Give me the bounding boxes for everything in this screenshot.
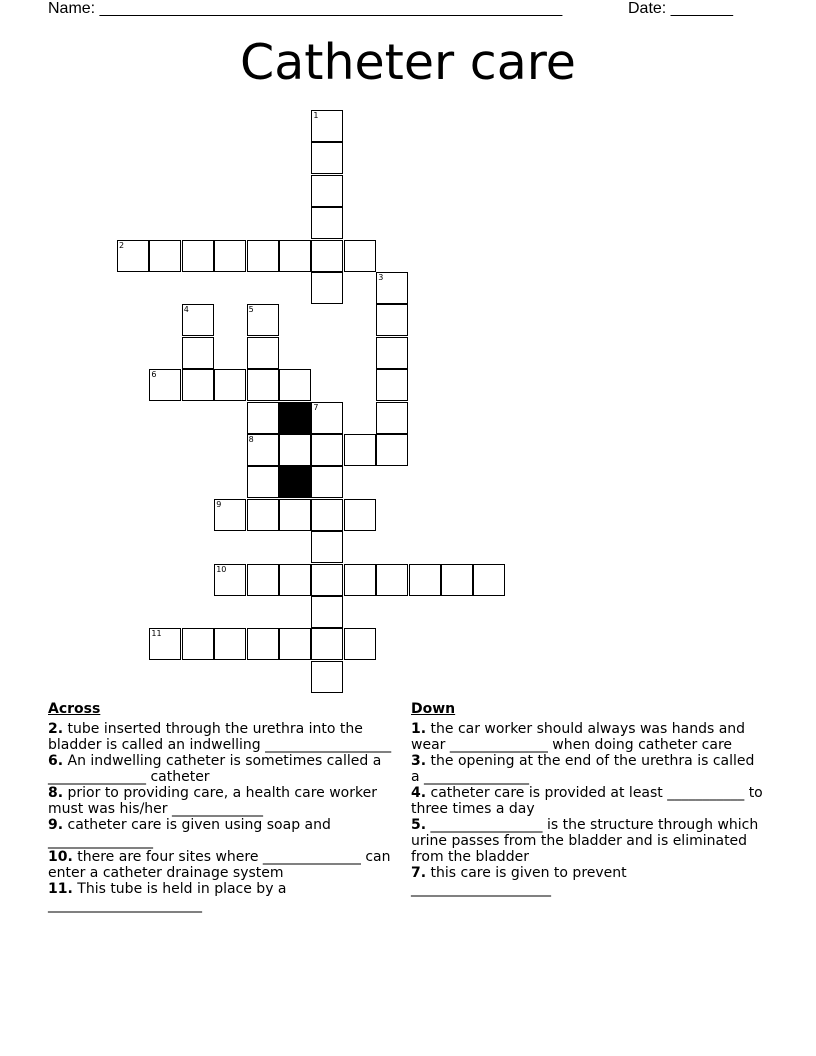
- down-clues: [411, 701, 766, 897]
- crossword-cell[interactable]: [311, 531, 343, 563]
- crossword-cell[interactable]: [247, 564, 279, 596]
- crossword-cell[interactable]: [279, 499, 311, 531]
- across-clue: [48, 849, 398, 881]
- crossword-cell[interactable]: [311, 434, 343, 466]
- crossword-cell[interactable]: [214, 369, 246, 401]
- crossword-cell[interactable]: [311, 596, 343, 628]
- clue-text: catheter care is given using soap and _______________: [48, 817, 331, 849]
- crossword-cell[interactable]: [182, 628, 214, 660]
- crossword-cell[interactable]: [441, 564, 473, 596]
- cell-number: 10: [216, 564, 227, 574]
- crossword-cell[interactable]: [344, 499, 376, 531]
- cell-number: 7: [313, 402, 319, 412]
- crossword-cell[interactable]: [344, 240, 376, 272]
- crossword-cell[interactable]: [311, 142, 343, 174]
- crossword-cell[interactable]: [214, 240, 246, 272]
- clue-number: 9.: [48, 817, 64, 833]
- crossword-cell[interactable]: [182, 240, 214, 272]
- page-title: Catheter care: [240, 34, 576, 91]
- down-clue: [411, 865, 766, 897]
- clue-number: 1.: [411, 721, 427, 737]
- across-heading: Across: [48, 701, 101, 717]
- crossword-cell[interactable]: [247, 337, 279, 369]
- cell-number: 9: [216, 499, 222, 509]
- crossword-cell[interactable]: [311, 207, 343, 239]
- cell-number: 6: [151, 370, 157, 380]
- cell-number: 11: [151, 629, 162, 639]
- crossword-cell[interactable]: [182, 337, 214, 369]
- crossword-cell[interactable]: [247, 434, 279, 466]
- down-clue: [411, 817, 766, 865]
- crossword-cell[interactable]: [311, 272, 343, 304]
- cell-number: 4: [183, 305, 189, 315]
- clue-text: this care is given to prevent ____________________: [411, 865, 627, 897]
- crossword-cell[interactable]: [311, 499, 343, 531]
- clue-number: 7.: [411, 865, 427, 881]
- clue-text: prior to providing care, a health care worker must was his/her _____________: [48, 785, 377, 817]
- crossword-black-cell: [279, 402, 311, 434]
- crossword-cell[interactable]: [311, 564, 343, 596]
- crossword-cell[interactable]: [149, 369, 181, 401]
- crossword-cell[interactable]: [149, 628, 181, 660]
- crossword-cell[interactable]: [376, 369, 408, 401]
- clue-text: the opening at the end of the urethra is called a _______________: [411, 753, 755, 785]
- clue-number: 10.: [48, 849, 73, 865]
- crossword-cell[interactable]: [279, 369, 311, 401]
- across-clue: [48, 721, 398, 753]
- clue-number: 11.: [48, 881, 73, 897]
- crossword-cell[interactable]: [311, 466, 343, 498]
- clue-number: 5.: [411, 817, 427, 833]
- crossword-cell[interactable]: [376, 272, 408, 304]
- crossword-cell[interactable]: [376, 434, 408, 466]
- crossword-cell[interactable]: [247, 369, 279, 401]
- crossword-cell[interactable]: [182, 304, 214, 336]
- crossword-cell[interactable]: [376, 337, 408, 369]
- crossword-cell[interactable]: [311, 110, 343, 142]
- cell-number: 1: [313, 111, 319, 120]
- clue-text: ________________ is the structure through which urine passes from the bladder and is eliminated from the bladder: [411, 817, 759, 865]
- crossword-cell[interactable]: [344, 434, 376, 466]
- cell-number: 2: [119, 240, 125, 250]
- cell-number: 5: [248, 305, 254, 315]
- clue-number: 6.: [48, 753, 64, 769]
- clue-number: 2.: [48, 721, 64, 737]
- clue-number: 3.: [411, 753, 427, 769]
- clue-number: 4.: [411, 785, 427, 801]
- crossword-cell[interactable]: [279, 434, 311, 466]
- crossword-cell[interactable]: [376, 564, 408, 596]
- clue-text: catheter care is provided at least ___________ to three times a day: [411, 785, 763, 817]
- down-heading: Down: [411, 701, 456, 717]
- crossword-cell[interactable]: [279, 564, 311, 596]
- down-clue: [411, 721, 766, 753]
- clue-text: tube inserted through the urethra into the bladder is called an indwelling __________________: [48, 721, 392, 753]
- cell-number: 3: [378, 273, 384, 282]
- crossword-cell[interactable]: [344, 628, 376, 660]
- crossword-cell[interactable]: [214, 564, 246, 596]
- crossword-cell[interactable]: [247, 499, 279, 531]
- crossword-black-cell: [279, 466, 311, 498]
- crossword-cell[interactable]: [376, 304, 408, 336]
- crossword-cell[interactable]: [149, 240, 181, 272]
- clue-text: This tube is held in place by a ______________________: [48, 881, 287, 913]
- clue-text: there are four sites where ______________ can enter a catheter drainage system: [48, 849, 391, 881]
- crossword-cell[interactable]: [247, 628, 279, 660]
- across-clue: [48, 881, 398, 913]
- across-clue: [48, 785, 398, 817]
- cell-number: 8: [248, 435, 254, 444]
- clue-text: the car worker should always was hands and wear ______________ when doing catheter care: [411, 721, 746, 753]
- crossword-cell[interactable]: [311, 175, 343, 207]
- crossword-cell[interactable]: [279, 628, 311, 660]
- crossword-cell[interactable]: [311, 628, 343, 660]
- date-field[interactable]: Date: _______: [628, 0, 733, 17]
- down-clue: [411, 785, 766, 817]
- crossword-cell[interactable]: [409, 564, 441, 596]
- crossword-cell[interactable]: [247, 402, 279, 434]
- down-clue: [411, 753, 766, 785]
- crossword-cell[interactable]: [473, 564, 505, 596]
- across-clue: [48, 753, 398, 785]
- crossword-cell[interactable]: [247, 304, 279, 336]
- crossword-cell[interactable]: [344, 564, 376, 596]
- crossword-cell[interactable]: [214, 499, 246, 531]
- clue-text: An indwelling catheter is sometimes called a ______________ catheter: [48, 753, 382, 785]
- crossword-cell[interactable]: [117, 240, 149, 272]
- across-clue: [48, 817, 398, 849]
- crossword-cell[interactable]: [311, 240, 343, 272]
- crossword-cell[interactable]: [214, 628, 246, 660]
- crossword-cell[interactable]: [311, 402, 343, 434]
- clue-number: 8.: [48, 785, 64, 801]
- crossword-cell[interactable]: [279, 240, 311, 272]
- crossword-cell[interactable]: [247, 466, 279, 498]
- crossword-cell[interactable]: [247, 240, 279, 272]
- crossword-cell[interactable]: [311, 661, 343, 693]
- crossword-cell[interactable]: [376, 402, 408, 434]
- name-field[interactable]: Name: ____________________________________________________: [48, 0, 563, 17]
- across-clues: [48, 701, 398, 913]
- crossword-cell[interactable]: [182, 369, 214, 401]
